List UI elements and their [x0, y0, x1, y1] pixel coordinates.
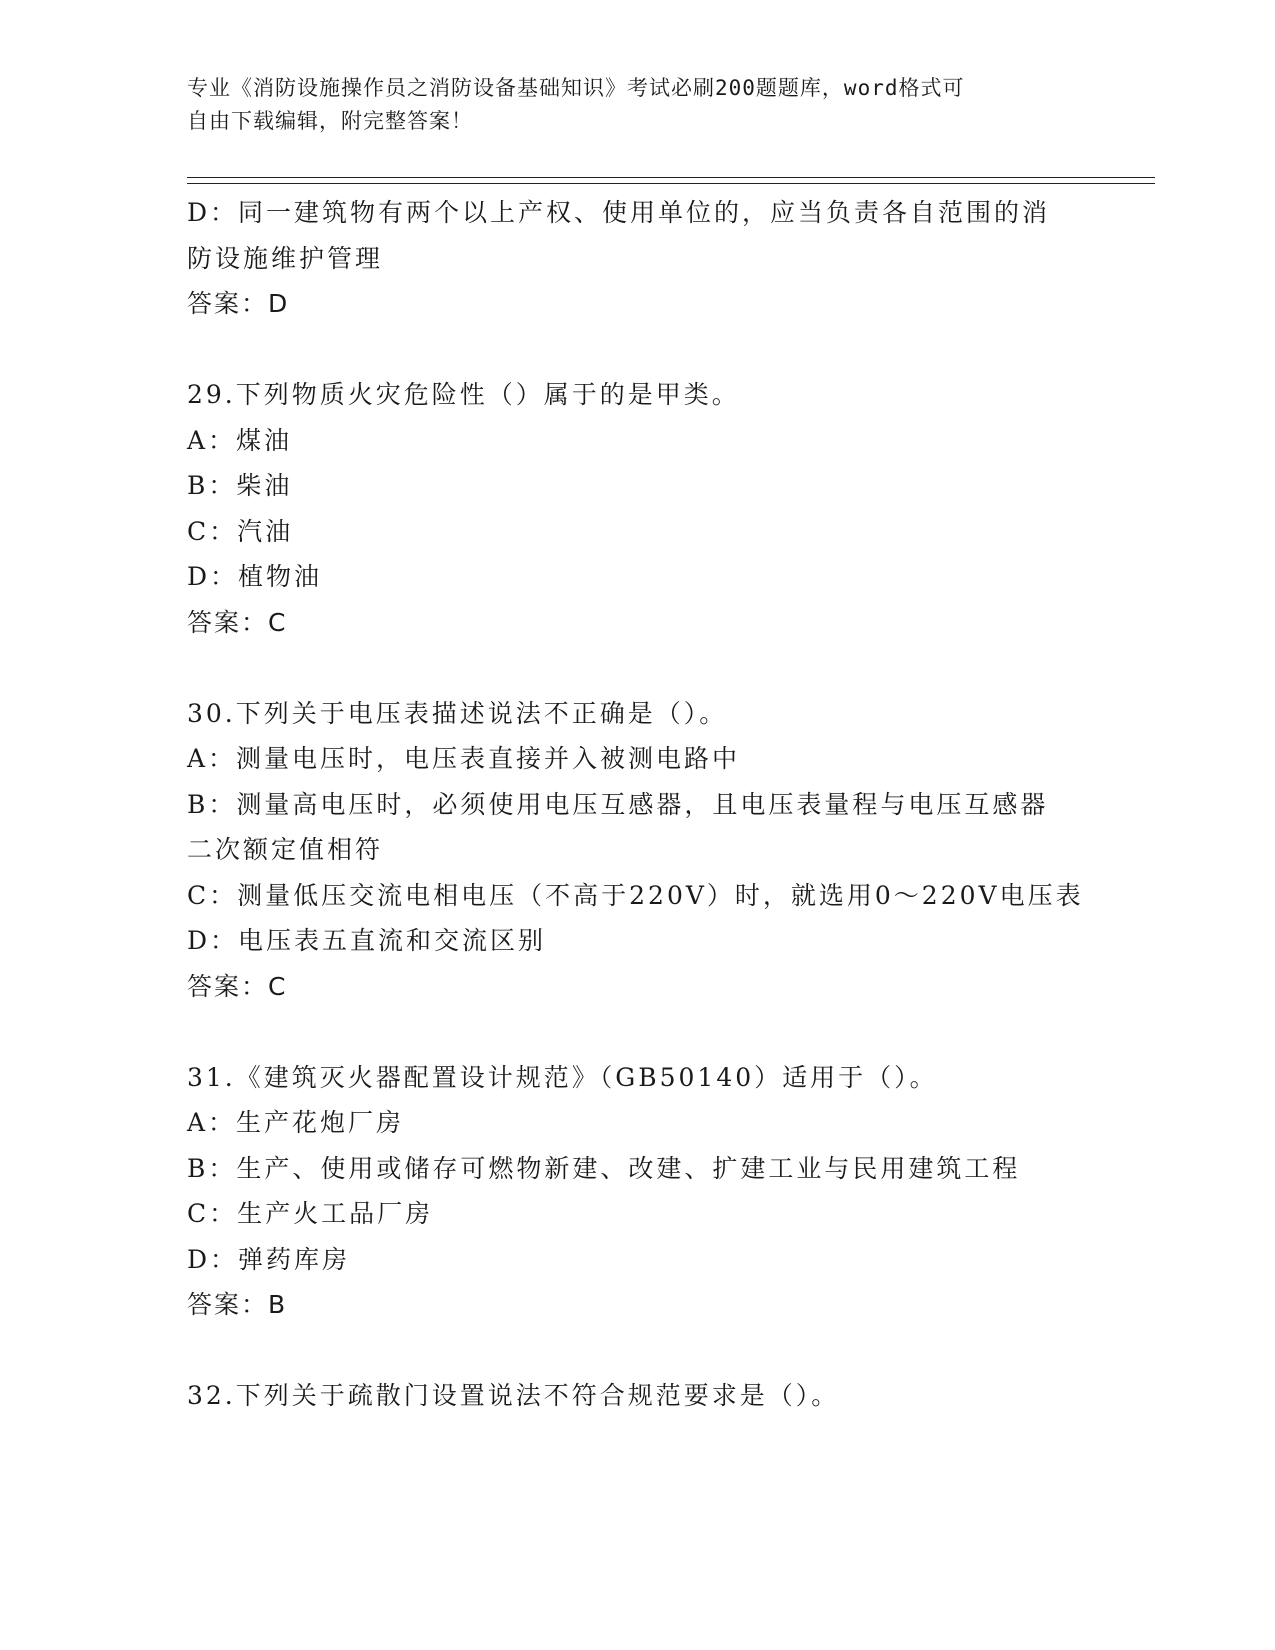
- header-divider-bottom: [187, 183, 1155, 184]
- option-b: B：生产、使用或储存可燃物新建、改建、扩建工业与民用建筑工程: [187, 1153, 1021, 1183]
- question-30: [187, 691, 1087, 1010]
- option-b-line-2: 二次额定值相符: [187, 835, 384, 864]
- question-stem: 30.下列关于电压表描述说法不正确是（）。: [187, 698, 728, 728]
- option-d: D：电压表五直流和交流区别: [187, 926, 547, 955]
- option-a: A：煤油: [187, 425, 293, 455]
- question-29: [187, 372, 1087, 645]
- option-a: A：生产花炮厂房: [187, 1108, 405, 1137]
- answer-line: 答案：B: [187, 1290, 288, 1319]
- previous-question-tail: [187, 190, 1087, 327]
- option-a: A：测量电压时，电压表直接并入被测电路中: [187, 744, 741, 773]
- spacer: [187, 645, 1087, 691]
- option-b-line-1: B：测量高电压时，必须使用电压互感器，且电压表量程与电压互感器: [187, 789, 1049, 819]
- option-d: D：弹药库房: [187, 1244, 351, 1274]
- answer-line: 答案：D: [187, 289, 290, 318]
- option-b: B：柴油: [187, 471, 293, 500]
- spacer: [187, 1009, 1087, 1055]
- option-c: C：汽油: [187, 516, 294, 546]
- spacer: [187, 327, 1087, 373]
- spacer: [187, 1328, 1087, 1374]
- question-31: [187, 1055, 1087, 1328]
- document-header: [187, 72, 1087, 138]
- header-line-1: 专业《消防设施操作员之消防设备基础知识》考试必刷200题题库，word格式可: [187, 76, 965, 100]
- question-stem: 31.《建筑灭火器配置设计规范》（GB50140）适用于（）。: [187, 1062, 938, 1092]
- header-line-2: 自由下载编辑，附完整答案！: [187, 109, 473, 133]
- header-divider-top: [187, 177, 1155, 178]
- question-32: [187, 1373, 1087, 1419]
- option-d-line-1: D：同一建筑物有两个以上产权、使用单位的，应当负责各自范围的消: [187, 198, 1051, 227]
- option-c: C：测量低压交流电相电压（不高于220V）时，就选用0～220V电压表: [187, 880, 1084, 910]
- answer-line: 答案：C: [187, 607, 288, 637]
- question-content: [187, 190, 1087, 1419]
- answer-line: 答案：C: [187, 971, 288, 1001]
- question-stem: 32.下列关于疏散门设置说法不符合规范要求是（）。: [187, 1381, 840, 1410]
- question-stem: 29.下列物质火灾危险性（）属于的是甲类。: [187, 380, 740, 409]
- option-c: C：生产火工品厂房: [187, 1199, 434, 1228]
- option-d-line-2: 防设施维护管理: [187, 243, 384, 273]
- option-d: D：植物油: [187, 562, 323, 591]
